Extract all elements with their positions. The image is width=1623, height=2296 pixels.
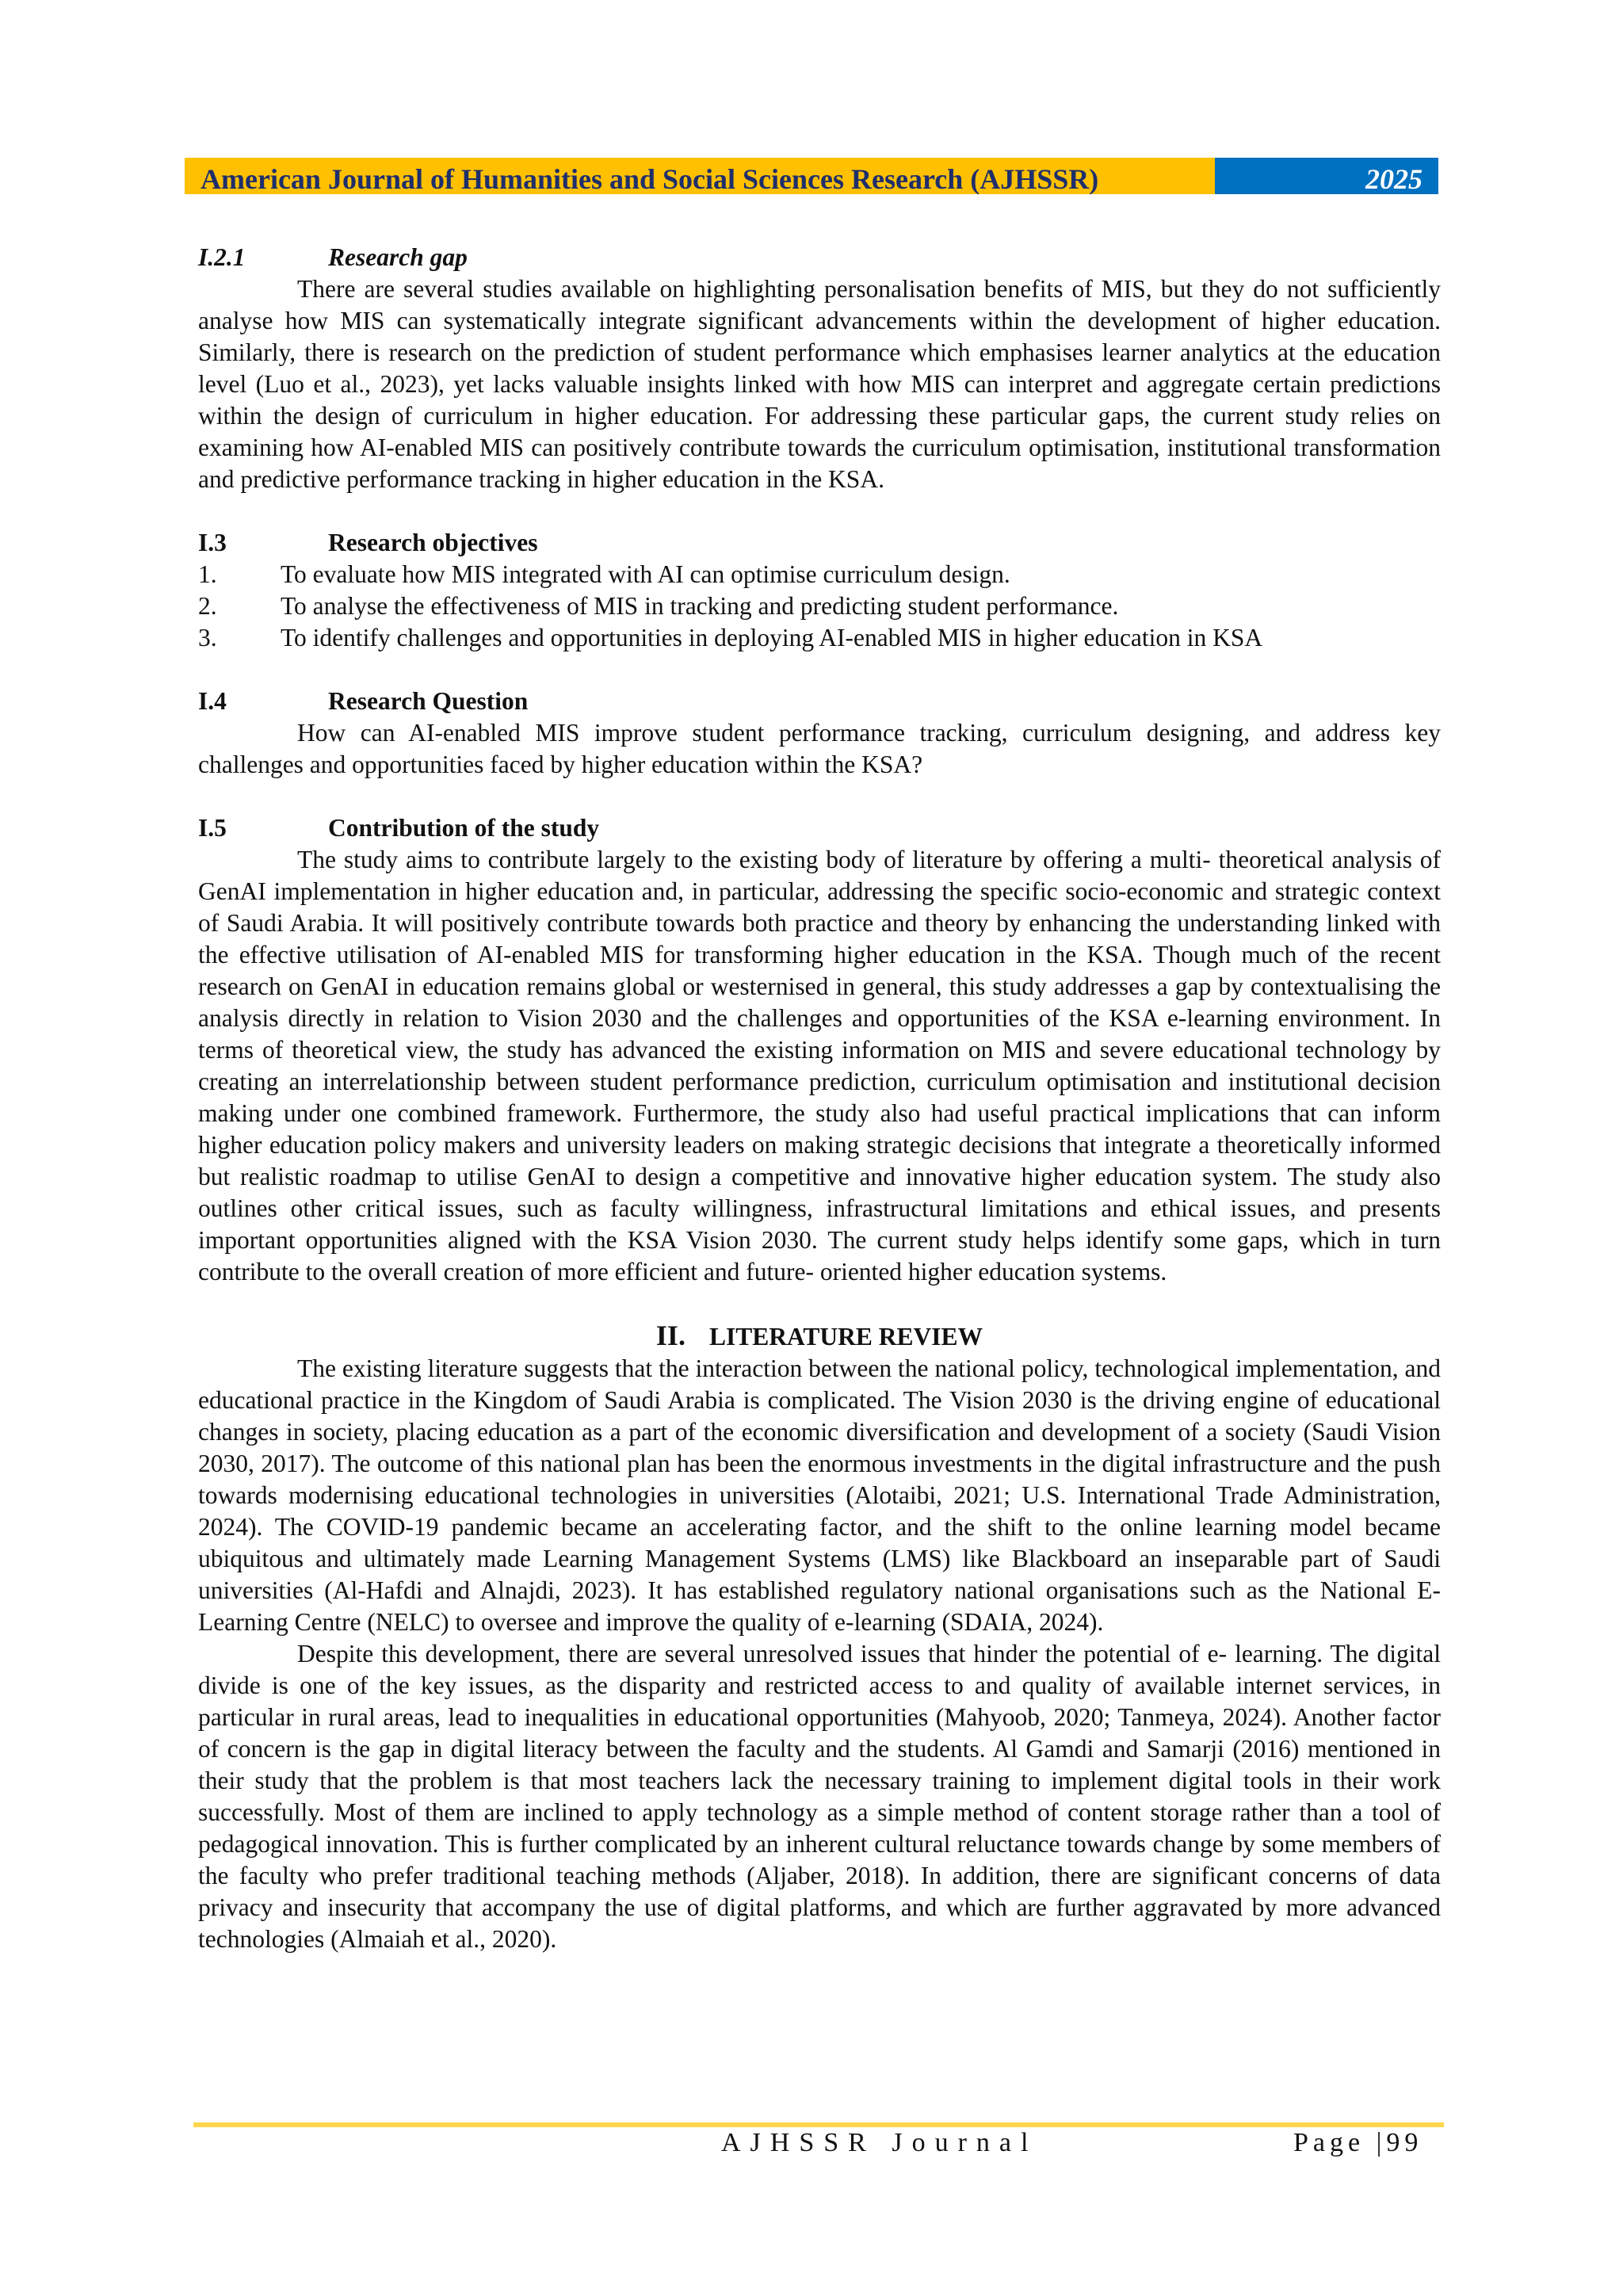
section-number: I.4 <box>198 687 227 715</box>
journal-title: American Journal of Humanities and Social Sciences Research (AJHSSR) <box>200 163 1099 195</box>
footer-journal-name: AJHSSR Journal <box>721 2128 1038 2157</box>
journal-header <box>185 158 1438 194</box>
literature-paragraph: Despite this development, there are several unresolved issues that hinder the potential of e- learning. The digital divide is one of the key issues, as the disparity and restricted access to and quality of available internet services, in particular in rural areas, lead to inequalities in educational opportunities (Mahyoob, 2020; Tanmeya, 2024). Another factor of concern is the gap in digital literacy between the faculty and the students. Al Gamdi and Samarji (2016) mentioned in their study that the problem is that most teachers lack the necessary training to implement digital tools in their work successfully. Most of them are inclined to apply technology as a simple method of content storage rather than a tool of pedagogical innovation. This is further complicated by an inherent cultural reluctance towards change by some members of the faculty who prefer traditional teaching methods (Aljaber, 2018). In addition, there are significant concerns of data privacy and insecurity that accompany the use of digital platforms, and which are further aggravated by more advanced technologies (Almaiah et al., 2020). <box>198 1640 1441 1953</box>
section-title: LITERATURE REVIEW <box>708 1323 983 1350</box>
objective-item <box>198 559 1441 590</box>
section-heading-question <box>198 686 1441 717</box>
literature-paragraph: The existing literature suggests that the interaction between the national policy, technological implementation, and educational practice in the Kingdom of Saudi Arabia is complicated. The Vision 2030 is the driving engine of educational changes in society, placing education as a part of the economic diversification and development of a society (Saudi Vision 2030, 2017). The outcome of this national plan has been the enormous investments in the digital infrastructure and the push towards modernising educational technologies in universities (Alotaibi, 2021; U.S. International Trade Administration, 2024). The COVID-19 pandemic became an accelerating factor, and the shift to the online learning model became ubiquitous and ultimately made Learning Management Systems (LMS) like Blackboard an inseparable part of Saudi universities (Al-Hafdi and Alnajdi, 2023). It has established regulatory national organisations such as the National E- Learning Centre (NELC) to oversee and improve the quality of e-learning (SDAIA, 2024). <box>198 1354 1441 1636</box>
section-heading-contribution <box>198 812 1441 844</box>
objective-number: 3. <box>198 624 217 651</box>
journal-year: 2025 <box>1365 163 1423 195</box>
section-roman-numeral: II. <box>655 1320 685 1351</box>
article-body <box>198 242 1441 1955</box>
research-question-paragraph: How can AI-enabled MIS improve student performance tracking, curriculum designing, and address key challenges and opportunities faced by higher education within the KSA? <box>198 719 1441 778</box>
section-number: I.2.1 <box>198 243 246 271</box>
objective-text: To analyse the effectiveness of MIS in tracking and predicting student performance. <box>281 592 1119 620</box>
section-title: Research Question <box>328 687 529 715</box>
objective-item <box>198 590 1441 622</box>
contribution-paragraph: The study aims to contribute largely to the existing body of literature by offering a multi- theoretical analysis of GenAI implementation in higher education and, in particular, addressing the specific socio-economic and strategic context of Saudi Arabia. It will positively contribute towards both practice and theory by enhancing the understanding linked with the effective utilisation of AI-enabled MIS for transforming higher education in the KSA. Though much of the recent research on GenAI in education remains global or westernised in general, this study addresses a gap by contextualising the analysis directly in relation to Vision 2030 and the challenges and opportunities of the KSA e-learning environment. In terms of theoretical view, the study has advanced the existing information on MIS and severe educational technology by creating an interrelationship between student performance prediction, curriculum optimisation and institutional decision making under one combined framework. Furthermore, the study also had useful practical implications that can inform higher education policy makers and university leaders on making strategic decisions that integrate a theoretically informed but realistic roadmap to utilise GenAI to design a competitive and innovative higher education system. The study also outlines other critical issues, such as faculty willingness, infrastructural limitations and ethical issues, and presents important opportunities aligned with the KSA Vision 2030. The current study helps identify some gaps, which in turn contribute to the overall creation of more efficient and future- oriented higher education systems. <box>198 846 1441 1286</box>
section-title: Research objectives <box>328 529 538 556</box>
footer-page-number: Page |99 <box>1293 2128 1423 2157</box>
section-heading-objectives <box>198 527 1441 559</box>
objective-number: 1. <box>198 560 217 588</box>
objective-number: 2. <box>198 592 217 620</box>
section-title: Contribution of the study <box>328 814 600 842</box>
section-title: Research gap <box>328 243 468 271</box>
section-heading-research-gap <box>198 242 1441 273</box>
objective-text: To evaluate how MIS integrated with AI can optimise curriculum design. <box>281 560 1010 588</box>
section-number: I.5 <box>198 814 227 842</box>
research-gap-paragraph: There are several studies available on highlighting personalisation benefits of MIS, but they do not sufficiently analyse how MIS can systematically integrate significant advancements within the development of higher education. Similarly, there is research on the prediction of student performance which emphasises learner analytics at the education level (Luo et al., 2023), yet lacks valuable insights linked with how MIS can interpret and aggregate certain predictions within the design of curriculum in higher education. For addressing these particular gaps, the current study relies on examining how AI-enabled MIS can positively contribute towards the curriculum optimisation, institutional transformation and predictive performance tracking in higher education in the KSA. <box>198 275 1441 493</box>
footer-divider <box>193 2122 1444 2127</box>
section-number: I.3 <box>198 529 227 556</box>
section-heading-literature-review <box>198 1320 1441 1353</box>
header-year-band <box>1215 158 1438 194</box>
header-title-band <box>185 158 1215 194</box>
objective-text: To identify challenges and opportunities in deploying AI-enabled MIS in higher education in KSA <box>281 624 1263 651</box>
objective-item <box>198 622 1441 654</box>
